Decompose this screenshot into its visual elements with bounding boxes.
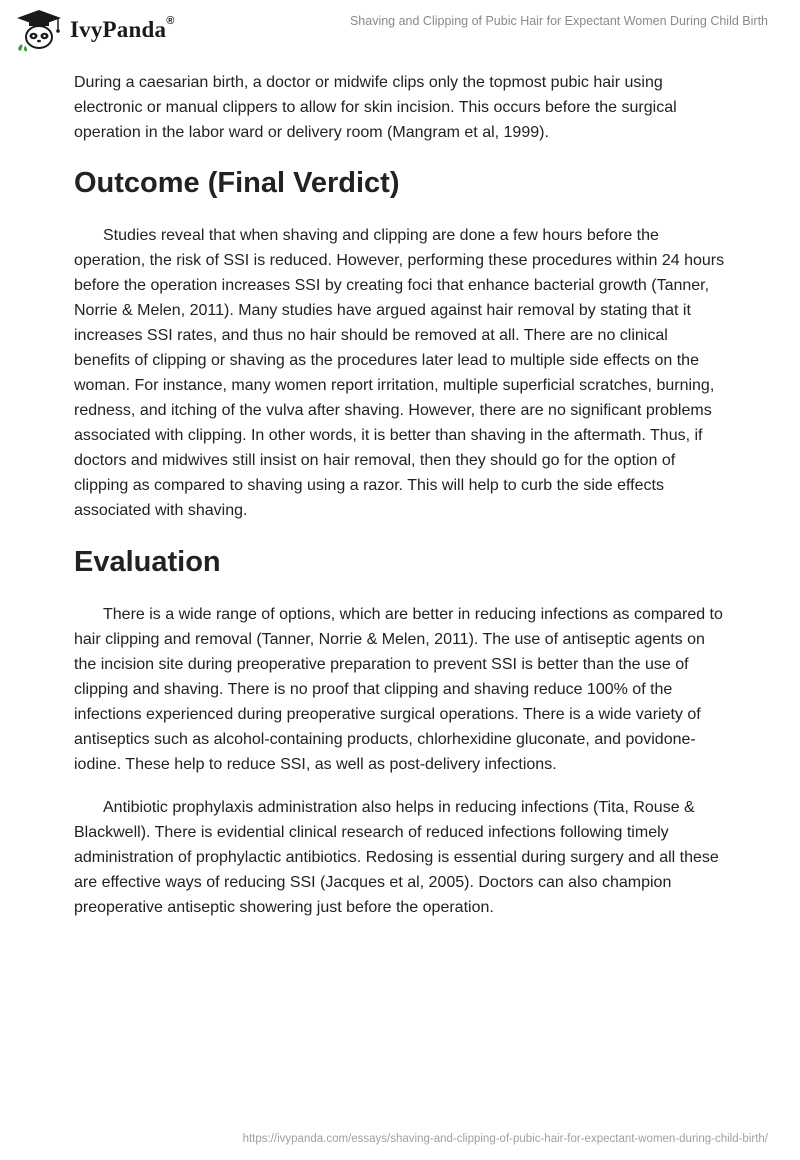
evaluation-paragraph-1: There is a wide range of options, which are better in reducing infections as compared to hair clipping and removal (Tanner, Norrie & Melen, 2011). The use of antiseptic agents on the incision site during preoperative preparation to prevent SSI is better than the use of clipping and shaving. There is no proof that clipping and shaving reduce 100% of the infections experienced during preoperative surgical operations. There is a wide variety of antiseptics such as alcohol-containing products, chlorhexidine gluconate, and povidone-iodine. These help to reduce SSI, as well as post-delivery infections. [74,606,723,773]
source-url-link[interactable]: https://ivypanda.com/essays/shaving-and-clipping-of-pubic-hair-for-expectant-women-during-child-birth/ [242,1133,768,1145]
panda-graduate-icon [14,8,64,52]
page-header [0,0,800,62]
essay-content [74,70,726,920]
outcome-heading: Outcome (Final Verdict) [74,167,400,199]
document-title: Shaving and Clipping of Pubic Hair for Expectant Women During Child Birth [349,14,768,28]
intro-paragraph: During a caesarian birth, a doctor or midwife clips only the topmost pubic hair using electronic or manual clippers to allow for skin incision. This occurs before the surgical operation in the labor ward or delivery room (Mangram et al, 1999). [74,74,677,141]
brand-name [70,17,175,43]
ivypanda-logo[interactable] [14,8,175,52]
outcome-paragraph: Studies reveal that when shaving and clipping are done a few hours before the operation, the risk of SSI is reduced. However, performing these procedures within 24 hours before the operation increases SSI by creating foci that enhance bacterial growth (Tanner, Norrie & Melen, 2011). Many studies have argued against hair removal by stating that it increases SSI rates, and thus no hair should be removed at all. There are no clinical benefits of clipping or shaving as the procedures later lead to multiple side effects on the woman. For instance, many women report irritation, multiple superficial scratches, burning, redness, and itching of the vulva after shaving. However, there are no significant problems associated with clipping. In other words, it is better than shaving in the aftermath. Thus, if doctors and midwives still insist on hair removal, then they should go for the option of clipping as compared to shaving using a razor. This will help to curb the side effects associated with shaving. [74,227,725,519]
evaluation-paragraph-2: Antibiotic prophylaxis administration also helps in reducing infections (Tita, Rouse & Blackwell). There is evidential clinical research of reduced infections following timely administration of prophylactic antibiotics. Redosing is essential during surgery and all these are effective ways of reducing SSI (Jacques et al, 2005). Doctors can also champion preoperative antiseptic showering just before the operation. [74,799,719,916]
evaluation-heading: Evaluation [74,546,221,578]
trademark-symbol: ® [166,15,175,27]
brand-name-text: IvyPanda [70,17,167,42]
